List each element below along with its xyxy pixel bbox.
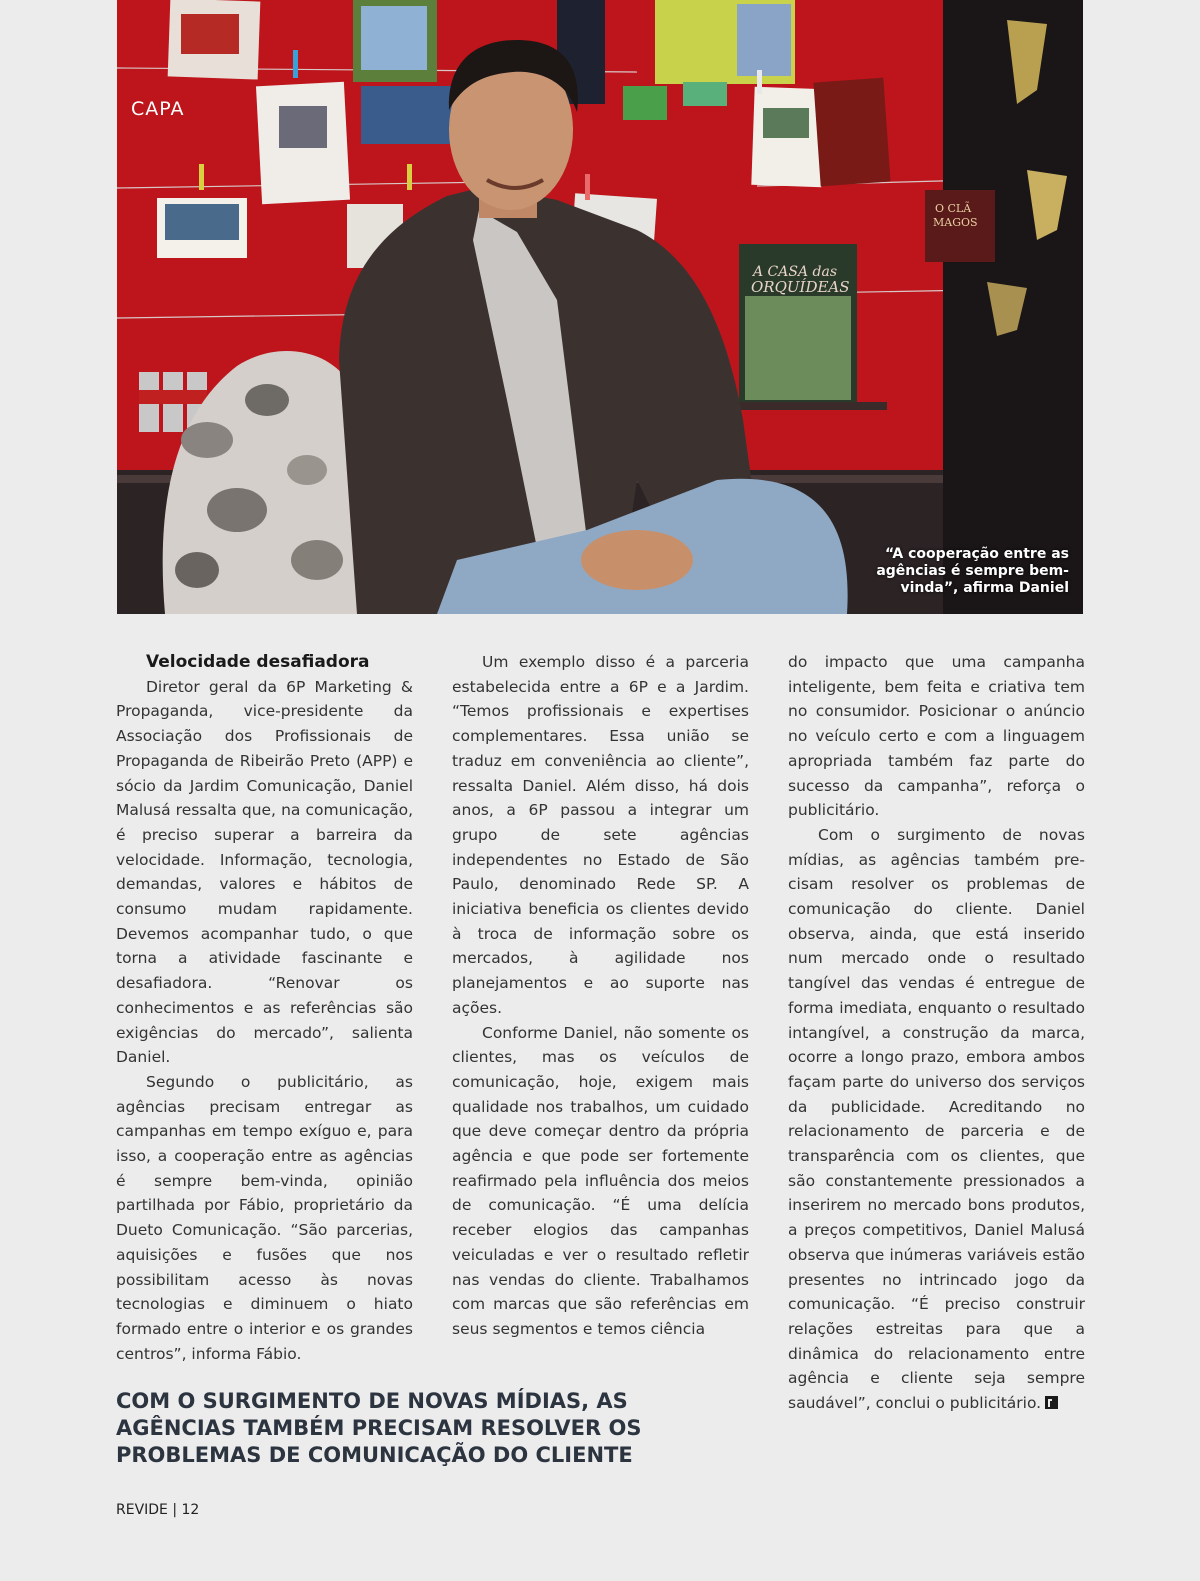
photo-caption: “A cooperação entre as agências é sempre bem-vinda”, afirma Daniel: [876, 546, 1069, 596]
article-column-3: [788, 650, 1085, 1416]
section-label: CAPA: [131, 98, 185, 120]
pull-quote: [116, 1388, 736, 1469]
article-paragraph: Conforme Daniel, não somente os clientes, mas os veículos de comunicação, hoje, exigem mais qualidade nos trabalhos, um cuidado que deve começar dentro da própria agência e que pode ser fortemente reafirmado pela influência dos meios de comunicação. “É uma delícia receber elogios das campanhas veiculadas e ver o resultado refletir nas vendas do cliente. Trabalhamos com marcas que são referências em seus segmentos e temos ciência: [452, 1023, 749, 1338]
article-column-2: [452, 650, 749, 1342]
article-paragraph-text: Com o surgimento de novas mídias, as agências também precisam resolver os problemas de comunicação do cliente. Daniel observa, ainda, que está inserido num mercado onde o resultado tangível das vendas é entregue de forma imediata, enquanto o resultado intangível, a construção da marca, ocorre a longo prazo, embora ambos façam parte do universo dos serviços da publicidade. Acreditando no relacionamento de parceria e de transparência com os clientes, que são constantemente pressionados a inserirem no mercado bons produtos, a preços competitivos, Daniel Malusá observa que inúmeras variáveis estão presentes no intrincado jogo da comunicação. “É preciso construir relações estreitas para que a dinâmica do relacionamento entre agência e cliente seja sempre saudável”, conclui o publicitário.: [788, 825, 1085, 1413]
book-title-line2: ORQUÍDEAS: [751, 278, 850, 296]
box-title-line2: MAGOS: [933, 216, 978, 229]
cover-photo: [117, 0, 1083, 614]
pull-quote-line: COM O SURGIMENTO DE NOVAS MÍDIAS, AS: [116, 1389, 628, 1413]
article-paragraph: do impacto que uma campanha inteligente, bem feita e criativa tem no consumidor. Posicionar o anúncio no veículo certo e com a linguagem apropriada também faz parte do sucesso da campanha”, reforça o publicitário.: [788, 653, 1085, 820]
pull-quote-line: PROBLEMAS DE COMUNICAÇÃO DO CLIENTE: [116, 1443, 633, 1467]
article-paragraph: Segundo o publicitário, as agências precisam entregar as campanhas em tempo exíguo e, para isso, a cooperação entre as agências é sempre bem-vinda, opinião partilhada por Fábio, proprietário da Dueto Comunicação. “São parcerias, aquisições e fusões que nos possibilitam acesso às novas tecnologias e diminuem o hiato formado entre o interior e os grandes centros”, informa Fábio.: [116, 1072, 413, 1363]
box-title-line1: O CLÃ: [935, 202, 972, 215]
book-title-line1: A CASA das: [753, 264, 838, 280]
article-paragraph: Um exemplo disso é a parceria estabelecida entre a 6P e a Jardim. “Temos profissionais e expertises complementares. Essa união se traduz em conveniência ao cliente”, ressalta Daniel. Além disso, há dois anos, a 6P passou a integrar um grupo de sete agências independentes no Estado de São Paulo, denominado Rede SP. A iniciativa beneficia os clientes devido à troca de informação sobre os mercados, à agilidade nos planejamentos e ao suporte nas ações.: [452, 653, 749, 1017]
article-paragraph: Diretor geral da 6P Marketing & Propaganda, vice-presidente da Associação dos Profissionais de Propaganda de Ribeirão Preto (APP) e sócio da Jardim Comunicação, Daniel Malusá ressalta que, na comunicação, é preciso superar a barreira da velocidade. Informação, tecnologia, demandas, valores e hábitos de consumo mudam rapidamente. Devemos acompanhar tudo, o que torna a atividade fascinante e desafiadora. “Renovar os conhecimentos e as referências são exigências do mercado”, salienta Daniel.: [116, 677, 413, 1067]
article-subhead: Velocidade desafiadora: [146, 652, 370, 672]
article-paragraph: [788, 823, 1085, 1416]
article-column-1: [116, 650, 413, 1366]
pull-quote-line: AGÊNCIAS TAMBÉM PRECISAM RESOLVER OS: [116, 1416, 642, 1440]
photo-illustration: [117, 0, 1083, 614]
page-footer: REVIDE | 12: [116, 1502, 200, 1518]
end-of-article-icon: [1045, 1396, 1058, 1409]
